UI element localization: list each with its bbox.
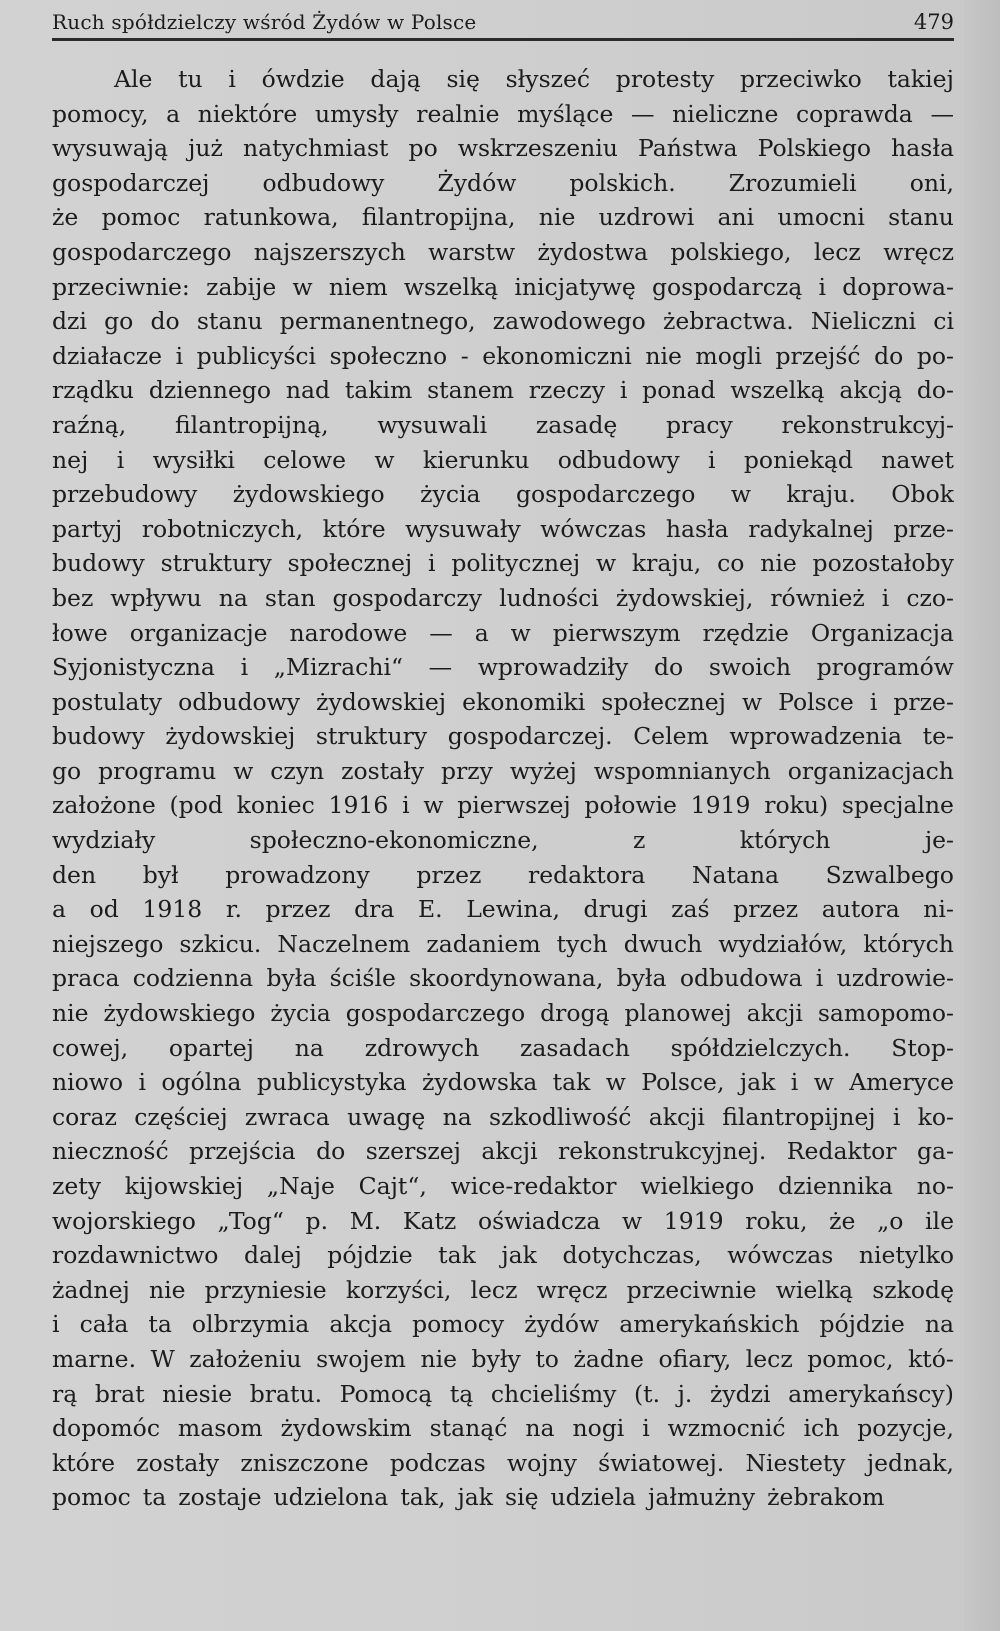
text-line: cowej, opartej na zdrowych zasadach spółdzielczych. Stop- [52, 1033, 954, 1062]
running-header [52, 6, 954, 38]
header-rule [52, 38, 954, 41]
text-line: raźną, filantropijną, wysuwali zasadę pracy rekonstrukcyj- [52, 410, 954, 439]
text-line: pomoc ta zostaje udzielona tak, jak się udziela jałmużny żebrakom [52, 1483, 885, 1512]
text-line: pomocy, a niektóre umysły realnie myślące — nieliczne coprawda — [52, 99, 954, 128]
text-line: Ale tu i ówdzie dają się słyszeć protesty przeciwko takiej [114, 65, 954, 93]
text-line: które zostały zniszczone podczas wojny światowej. Niestety jednak, [52, 1448, 954, 1477]
text-line: niowo i ogólna publicystyka żydowska tak w Polsce, jak i w Ameryce [52, 1068, 954, 1097]
text-line: niejszego szkicu. Naczelnem zadaniem tych dwuch wydziałów, których [52, 929, 954, 958]
text-line: gospodarczego najszerszych warstw żydostwa polskiego, lecz wręcz [52, 237, 954, 266]
text-line: dzi go do stanu permanentnego, zawodowego żebractwa. Nieliczni ci [52, 307, 954, 336]
page-number: 479 [913, 10, 954, 34]
text-line: żadnej nie przyniesie korzyści, lecz wręcz przeciwnie wielką szkodę [52, 1275, 954, 1304]
text-line: marne. W założeniu swojem nie były to żadne ofiary, lecz pomoc, któ- [52, 1344, 954, 1373]
text-line: nie żydowskiego życia gospodarczego drogą planowej akcji samopomo- [52, 999, 954, 1028]
text-line: działacze i publicyści społeczno - ekonomiczni nie mogli przejść do po- [52, 341, 954, 370]
page-edge-shadow [964, 0, 1000, 1631]
text-line: a od 1918 r. przez dra E. Lewina, drugi zaś przez autora ni- [52, 895, 954, 924]
text-line: budowy struktury społecznej i politycznej w kraju, co nie pozostałoby [52, 549, 954, 578]
text-line: rozdawnictwo dalej pójdzie tak jak dotychczas, wówczas nietylko [52, 1241, 954, 1270]
text-line: nieczność przejścia do szerszej akcji rekonstrukcyjnej. Redaktor ga- [52, 1137, 954, 1166]
text-line: rządku dziennego nad takim stanem rzeczy i ponad wszelką akcją do- [52, 376, 954, 405]
text-line: budowy żydowskiej struktury gospodarczej. Celem wprowadzenia te- [52, 722, 954, 751]
text-line: łowe organizacje narodowe — a w pierwszym rzędzie Organizacja [52, 618, 954, 647]
text-line: wysuwają już natychmiast po wskrzeszeniu Państwa Polskiego hasła [52, 134, 954, 163]
text-line: nej i wysiłki celowe w kierunku odbudowy i poniekąd nawet [52, 445, 954, 474]
text-line: praca codzienna była ściśle skoordynowana, była odbudowa i uzdrowie- [52, 964, 954, 993]
text-line: że pomoc ratunkowa, filantropijna, nie uzdrowi ani umocni stanu [52, 203, 954, 232]
text-line: wojorskiego „Tog“ p. M. Katz oświadcza w 1919 roku, że „o ile [52, 1206, 954, 1235]
text-line: i cała ta olbrzymia akcja pomocy żydów amerykańskich pójdzie na [52, 1310, 954, 1339]
text-line: dopomóc masom żydowskim stanąć na nogi i wzmocnić ich pozycje, [52, 1414, 954, 1443]
text-line: przeciwnie: zabije w niem wszelką inicjatywę gospodarczą i doprowa- [52, 272, 954, 301]
text-line: założone (pod koniec 1916 i w pierwszej połowie 1919 roku) specjalne [52, 791, 954, 820]
text-line: rą brat niesie bratu. Pomocą tą chcieliśmy (t. j. żydzi amerykańscy) [52, 1379, 954, 1408]
text-line: go programu w czyn zostały przy wyżej wspomnianych organizacjach [52, 756, 954, 785]
text-line: przebudowy żydowskiego życia gospodarczego w kraju. Obok [52, 480, 954, 509]
text-line: Syjonistyczna i „Mizrachi“ — wprowadziły do swoich programów [52, 653, 954, 682]
text-line: den był prowadzony przez redaktora Natana Szwalbego [52, 860, 954, 889]
text-line: wydziały społeczno-ekonomiczne, z których je- [52, 826, 954, 855]
text-line: gospodarczej odbudowy Żydów polskich. Zrozumieli oni, [52, 168, 954, 197]
running-title: Ruch spółdzielczy wśród Żydów w Polsce [52, 10, 477, 34]
body-text [52, 62, 954, 1515]
text-line: coraz częściej zwraca uwagę na szkodliwość akcji filantropijnej i ko- [52, 1102, 954, 1131]
text-line: bez wpływu na stan gospodarczy ludności żydowskiej, również i czo- [52, 583, 954, 612]
text-line: postulaty odbudowy żydowskiej ekonomiki społecznej w Polsce i prze- [52, 687, 954, 716]
text-line: partyj robotniczych, które wysuwały wówczas hasła radykalnej prze- [52, 514, 954, 543]
text-line: zety kijowskiej „Naje Cajt“, wice-redaktor wielkiego dziennika no- [52, 1172, 954, 1200]
